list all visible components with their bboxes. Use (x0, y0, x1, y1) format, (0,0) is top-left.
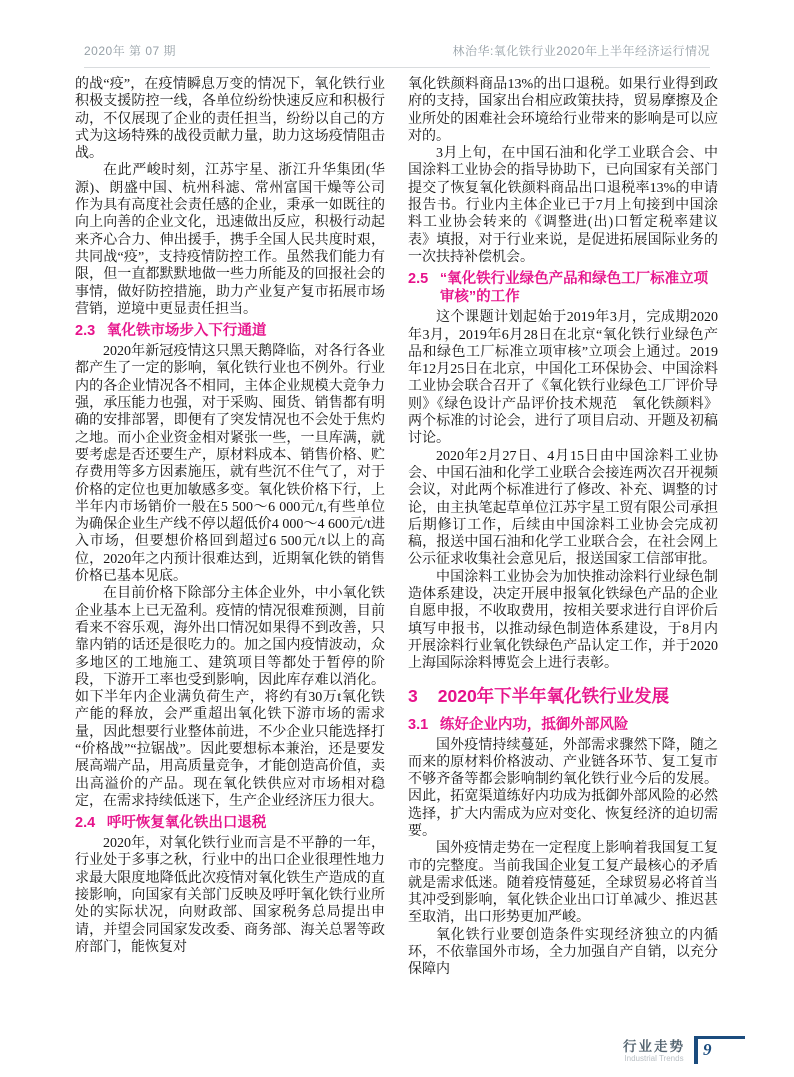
heading-text: 氧化铁市场步入下行通道 (106, 323, 267, 340)
header-issue: 2020年 第 07 期 (84, 44, 177, 58)
heading-text: 练好企业内功，抵御外部风险 (439, 716, 629, 733)
heading-number: 3 (408, 685, 418, 706)
heading-text: “氧化铁行业绿色产品和绿色工厂标准立项审核”的工作 (439, 271, 709, 306)
section-heading-3 (408, 685, 718, 708)
heading-number: 2.5 (408, 271, 429, 288)
paragraph: 在目前价格下除部分主体企业外，中小氧化铁企业基本上已无盈利。疫情的情况很难预测，目前看来不容乐观，海外出口情况如果得不到改善，只靠内销的话还是很吃力的。加之国内疫情波动，众多地区的工地施工、建筑项目等都处于暂停的阶段，下游开工率也受到影响，因此库存难以消化。如下半年内企业满负荷生产，将约有30万t氧化铁产能的释放，会严重超出氧化铁下游市场的需求量，因此想要行业整体前进，不少企业只能选择打“价格战”“拉锯战”。因此要想标本兼治，还是要发展高端产品，用高质量竞争，才能创造高价值，卖出高溢价的产品。现在氧化铁供应对市场相对稳定，在需求持续低迷下，生产企业经济压力很大。 (75, 586, 385, 809)
heading-number: 2.4 (75, 815, 96, 832)
section-heading-2-3 (75, 322, 385, 340)
paragraph: 的战“疫”，在疫情瞬息万变的情况下，氧化铁行业积极支援防控一线，各单位纷纷快速反应和积极行动，不仅展现了企业的责任担当，纷纷以自己的方式为这场特殊的战役贡献力量，助力这场疫情阻击战。 (75, 77, 385, 162)
section-heading-2-4 (75, 814, 385, 832)
page-number-corner-mark (694, 1036, 745, 1064)
paragraph: 国外疫情走势在一定程度上影响着我国复工复市的完整度。当前我国企业复工复产最核心的矛盾就是需求低迷。随着疫情蔓延，全球贸易必将首当其冲受到影响，氧化铁企业出口订单减少、推迟甚至取消，出口形势更加严峻。 (408, 841, 718, 926)
paragraph: 2020年2月27日、4月15日由中国涂料工业协会、中国石油和化学工业联合会接连两次召开视频会议，对此两个标准进行了修改、补充、调整的讨论，由主执笔起草单位江苏宇星工贸有限公司承担后期修订工作，后续由中国涂料工业协会完成初稿，报送中国石油和化学工业联合会，在社会网上公示征求收集社会意见后，报送国家工信部审批。 (408, 448, 718, 568)
section-heading-3-1 (408, 716, 718, 734)
running-header (84, 42, 710, 68)
heading-number: 3.1 (408, 716, 429, 733)
page-footer (623, 1036, 745, 1064)
footer-section-en: Industrial Trends (624, 1054, 684, 1063)
paragraph: 2020年新冠疫情这只黑天鹅降临，对各行各业都产生了一定的影响，氧化铁行业也不例外。行业内的各企业情况各不相同，主体企业规模大竞争力强，承压能力也强，对于采购、囤货、销售都有明确的安排部署，即便有了突发情况也不会处于焦灼之地。而小企业资金相对紧张一些，一旦库满，就要考虑是否还要生产，原材料成本、销售价格、贮存费用等多方因素施压，就有些沉不住气了，对于价格的定位也更加敏感多变。氧化铁价格下行，上半年内市场销价一般在5 500～6 000元/t,有些单位为确保企业生产线不停以超低价4 000～4 600元/t进入市场，但要想价格回到超过6 500元/t以上的高位，2020年之内预计很难达到，近期氧化铁的销售价格已基本见底。 (75, 344, 385, 585)
page-number: 9 (703, 1040, 712, 1059)
paragraph: 这个课题计划起始于2019年3月，完成期2020年3月，2019年6月28日在北京“氧化铁行业绿色产品和绿色工厂标准立项审核”立项会上通过。2019年12月25日在北京，中国化工环保协会、中国涂料工业协会联合召开了《氧化铁行业绿色工厂评价导则》《绿色设计产品评价技术规范 氧化铁颜料》两个标准的讨论会，进行了项目启动、开题及初稿讨论。 (408, 310, 718, 447)
heading-number: 2.3 (75, 323, 96, 340)
paragraph: 在此严峻时刻，江苏宇星、浙江升华集团(华源)、朗盛中国、杭州科滤、常州富国干燥等公司作为具有高度社会责任感的企业，秉承一如既往的向上向善的企业文化，迅速做出反应，积极行动起来齐心合力、伸出援手，携手全国人民共度时艰，共同战“疫”，支持疫情防控工作。虽然我们能力有限，但一直都默默地做一些力所能及的回报社会的事情，做好防控措施，助力产业复产复市拓展市场营销，逆境中更显责任担当。 (75, 163, 385, 317)
section-heading-2-5 (408, 270, 718, 306)
column-left (75, 76, 385, 979)
paragraph: 国外疫情持续蔓延，外部需求骤然下降，随之而来的原材料价格波动、产业链各环节、复工复市不够齐备等都会影响制约氧化铁行业今后的发展。因此，拓宽渠道练好内功成为抵御外部风险的必然选择，扩大内需成为应对变化、恢复经济的迫切需要。 (408, 737, 718, 839)
paragraph: 氧化铁行业要创造条件实现经济独立的内循环，不依靠国外市场，全力加强自产自销，以充分保障内 (408, 927, 718, 978)
heading-text: 2020年下半年氧化铁行业发展 (437, 685, 670, 706)
paragraph: 3月上旬，在中国石油和化学工业联合会、中国涂料工业协会的指导协助下，已向国家有关部门提交了恢复氧化铁颜料商品出口退税率13%的申请报告书。行业内主体企业已于7月上旬接到中国涂料工业协会转来的《调整进(出)口暂定税率建议表》填报，对于行业来说，是促进拓展国际业务的一次扶持补偿机会。 (408, 146, 718, 265)
paragraph: 中国涂料工业协会为加快推动涂料行业绿色制造体系建设，决定开展申报氧化铁绿色产品的企业自愿申报，不收取费用，按相关要求进行自评价后填写申报书，以推动绿色制造体系建设，于8月内开展涂料行业氧化铁绿色产品认定工作，并于2020上海国际涂料博览会上进行表彰。 (408, 569, 718, 672)
column-right (408, 76, 718, 979)
footer-section-cn: 行业走势 (623, 1039, 685, 1054)
heading-text: 呼吁恢复氧化铁出口退税 (106, 815, 267, 832)
paragraph: 氧化铁颜料商品13%的出口退税。如果行业得到政府的支持，国家出台相应政策扶持，贸易摩擦及企业所处的困难社会环境给行业带来的影响是可以应对的。 (408, 77, 718, 144)
footer-section-label (623, 1036, 685, 1064)
article-body (75, 76, 718, 979)
header-running-title: 林治华:氧化铁行业2020年上半年经济运行情况 (452, 44, 710, 58)
paragraph: 2020年，对氧化铁行业而言是不平静的一年，行业处于多事之秋，行业中的出口企业很理性地力求最大限度地降低此次疫情对氧化铁生产造成的直接影响，向国家有关部门反映及呼吁氧化铁行业所处的实际状况，向财政部、国家税务总局提出申请，并望会同国家发改委、商务部、海关总署等政府部门，能恢复对 (75, 836, 385, 955)
